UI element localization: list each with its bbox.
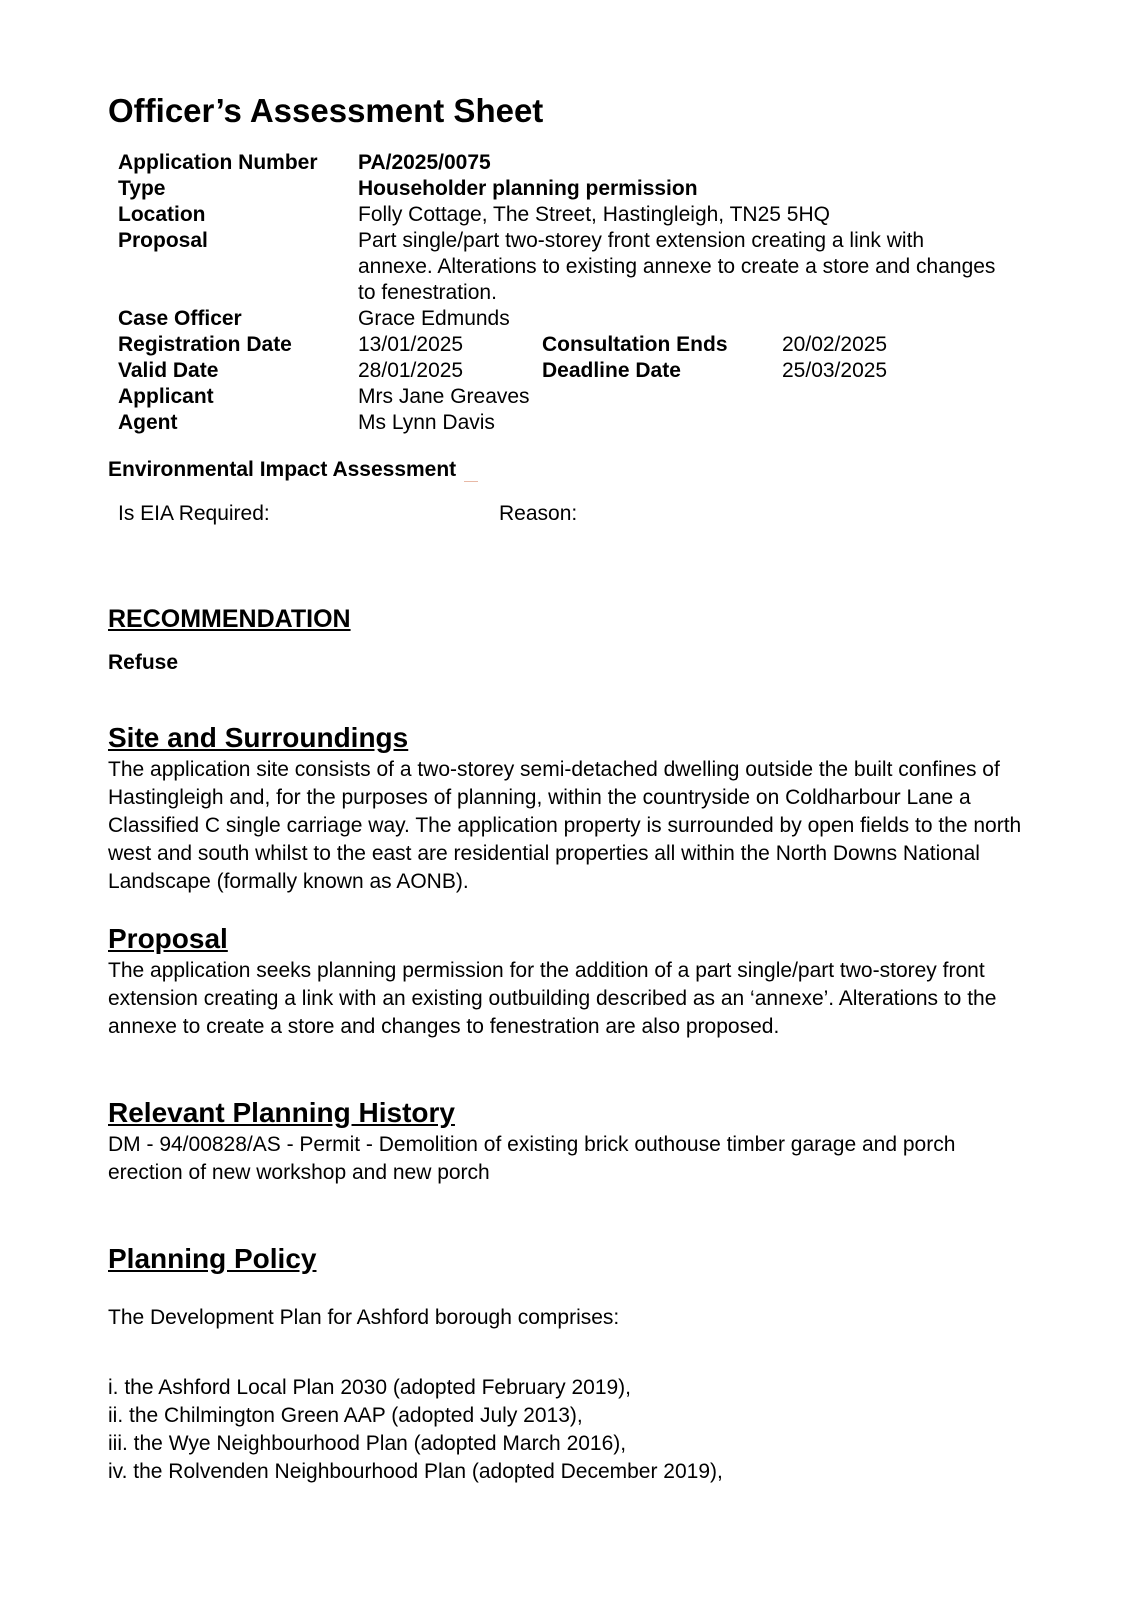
planning-policy-intro: The Development Plan for Ashford borough comprises: bbox=[108, 1306, 620, 1329]
proposal-text: The application seeks planning permission for the addition of a part single/part two-storey front extension creating a link with an existing outbuilding described as an ‘annexe’. Alterations to the annexe to create a store and changes to fenestration are also proposed. bbox=[108, 959, 997, 1038]
list-item: iii. the Wye Neighbourhood Plan (adopted March 2016), bbox=[108, 1432, 627, 1455]
site-surroundings-text: The application site consists of a two-storey semi-detached dwelling outside the built confines of Hastingleigh and, for the purposes of planning, within the countryside on Coldharbour Lane a Classified C single carriage way. The application property is surrounded by open fields to the north west and south whilst to the east are residential properties all within the North Downs National Landscape (formally known as AONB). bbox=[108, 758, 1022, 893]
deadline-date-value: 25/03/2025 bbox=[782, 359, 888, 382]
agent-label: Agent bbox=[118, 411, 178, 434]
recommendation-heading: RECOMMENDATION bbox=[108, 605, 351, 633]
comment-marker bbox=[464, 481, 478, 482]
agent-value: Ms Lynn Davis bbox=[358, 411, 495, 434]
type-value: Householder planning permission bbox=[358, 177, 698, 200]
page-title: Officer’s Assessment Sheet bbox=[108, 92, 544, 129]
planning-history-heading: Relevant Planning History bbox=[108, 1097, 455, 1128]
registration-date-label: Registration Date bbox=[118, 333, 292, 356]
valid-date-label: Valid Date bbox=[118, 359, 219, 382]
eia-required-label: Is EIA Required: bbox=[118, 502, 270, 525]
proposal-value: Part single/part two-storey front extension creating a link with annexe. Alterations to existing annexe to create a store and changes to fenestration. bbox=[358, 229, 996, 304]
applicant-label: Applicant bbox=[118, 385, 214, 408]
proposal-label: Proposal bbox=[118, 229, 208, 252]
eia-heading-text: Environmental Impact Assessment bbox=[108, 458, 457, 481]
location-value: Folly Cottage, The Street, Hastingleigh, TN25 5HQ bbox=[358, 203, 830, 226]
proposal-heading: Proposal bbox=[108, 923, 228, 954]
development-plan-list bbox=[108, 1374, 723, 1486]
registration-date-value: 13/01/2025 bbox=[358, 333, 464, 356]
planning-history-text: DM - 94/00828/AS - Permit - Demolition of existing brick outhouse timber garage and porch erection of new workshop and new porch bbox=[108, 1133, 956, 1184]
case-officer-label: Case Officer bbox=[118, 307, 242, 330]
list-item: iv. the Rolvenden Neighbourhood Plan (adopted December 2019), bbox=[108, 1460, 723, 1483]
case-officer-value: Grace Edmunds bbox=[358, 307, 510, 330]
consultation-ends-label: Consultation Ends bbox=[542, 333, 728, 356]
consultation-ends-value: 20/02/2025 bbox=[782, 333, 888, 356]
application-number-value: PA/2025/0075 bbox=[358, 151, 491, 174]
applicant-value: Mrs Jane Greaves bbox=[358, 385, 530, 408]
type-label: Type bbox=[118, 177, 166, 200]
recommendation-value: Refuse bbox=[108, 651, 179, 674]
eia-heading bbox=[108, 458, 478, 482]
deadline-date-label: Deadline Date bbox=[542, 359, 681, 382]
application-number-label: Application Number bbox=[118, 151, 318, 174]
list-item: i. the Ashford Local Plan 2030 (adopted February 2019), bbox=[108, 1376, 632, 1399]
planning-policy-heading: Planning Policy bbox=[108, 1243, 317, 1274]
site-surroundings-heading: Site and Surroundings bbox=[108, 722, 409, 753]
valid-date-value: 28/01/2025 bbox=[358, 359, 464, 382]
list-item: ii. the Chilmington Green AAP (adopted July 2013), bbox=[108, 1404, 583, 1427]
eia-reason-label: Reason: bbox=[499, 502, 578, 525]
location-label: Location bbox=[118, 203, 206, 226]
